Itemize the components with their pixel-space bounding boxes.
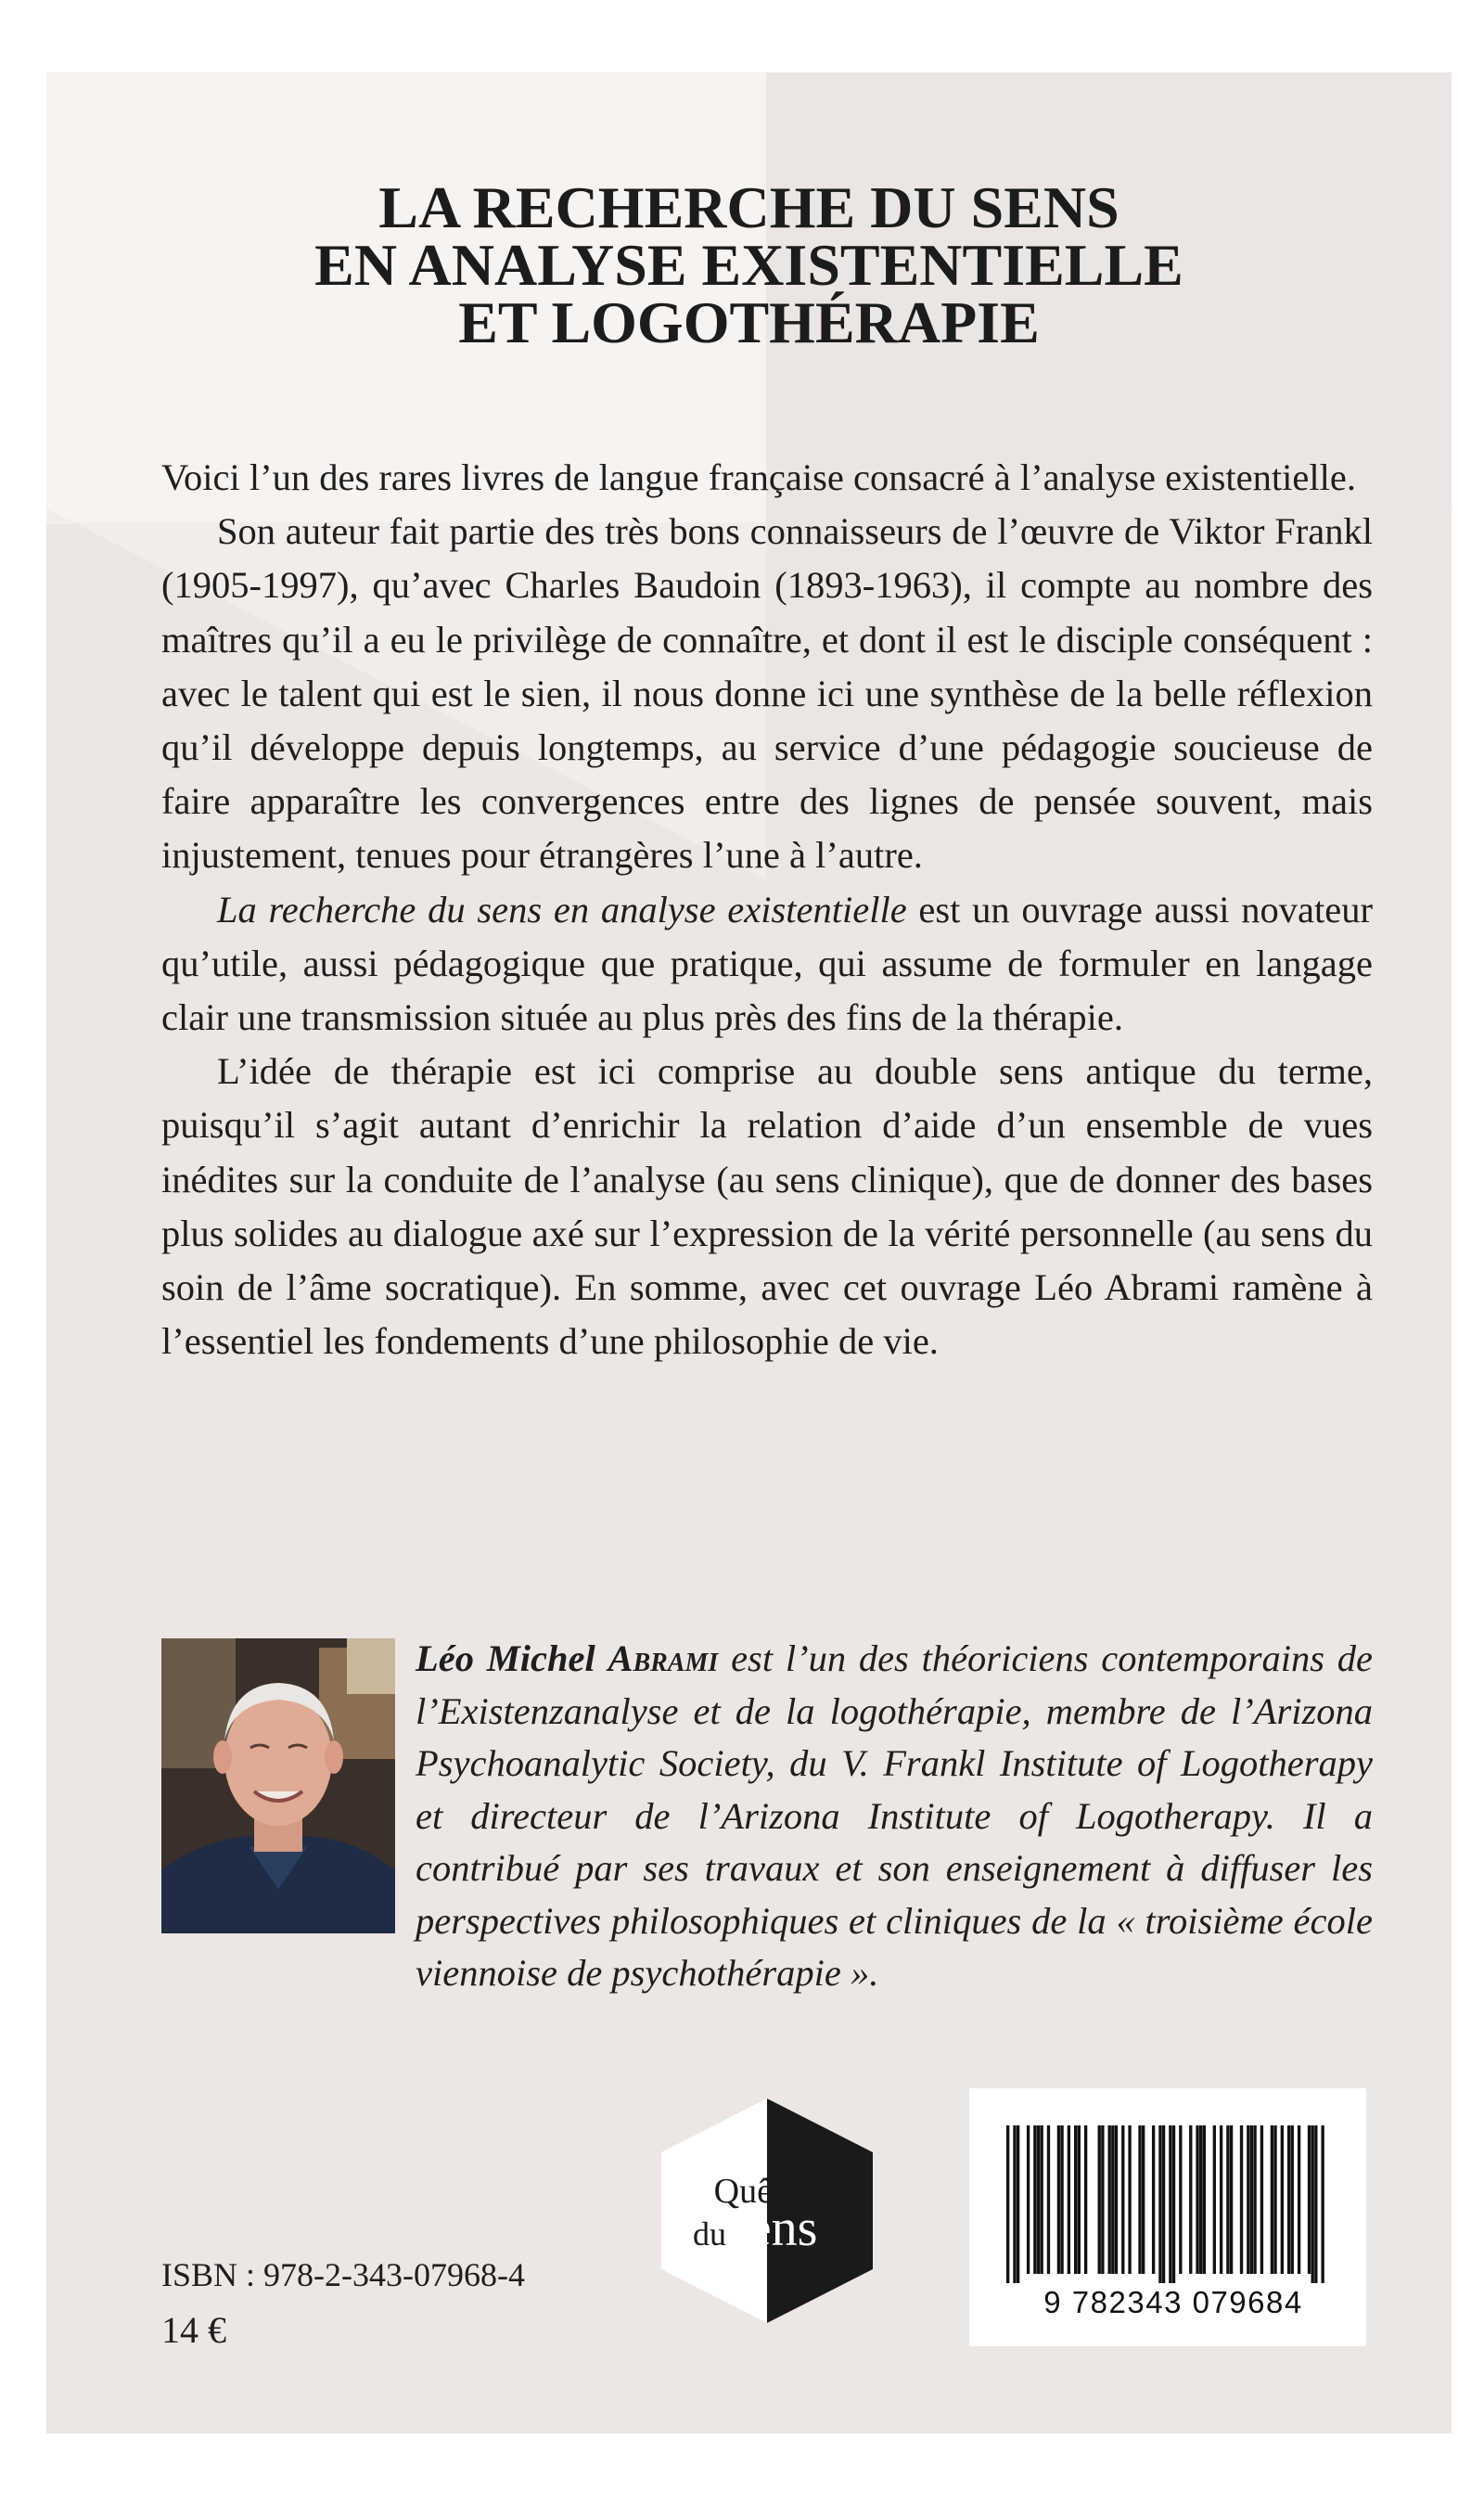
barcode bbox=[969, 2088, 1366, 2346]
barcode-bar bbox=[1314, 2125, 1317, 2283]
barcode-bar bbox=[1230, 2125, 1233, 2274]
barcode-bar bbox=[1121, 2125, 1124, 2274]
barcode-bar bbox=[1298, 2125, 1300, 2274]
barcode-bar bbox=[1078, 2125, 1081, 2274]
barcode-bar bbox=[1220, 2125, 1222, 2274]
barcode-bar bbox=[1041, 2125, 1043, 2274]
author-name: Léo Michel bbox=[416, 1637, 595, 1679]
barcode-bar bbox=[1179, 2125, 1182, 2274]
barcode-bar bbox=[1213, 2125, 1216, 2274]
barcode-bar bbox=[1203, 2125, 1206, 2274]
barcode-bar bbox=[1311, 2125, 1314, 2283]
barcode-bar bbox=[1273, 2125, 1276, 2274]
barcode-bar bbox=[1250, 2125, 1253, 2274]
back-cover bbox=[46, 72, 1452, 2433]
paragraph-3-title: La recherche du sens en analyse existentielle bbox=[217, 888, 907, 931]
author-bio bbox=[161, 1633, 1373, 2000]
barcode-bar bbox=[1158, 2125, 1161, 2283]
paragraph-3 bbox=[161, 883, 1373, 1046]
barcode-bar bbox=[1047, 2125, 1050, 2274]
barcode-bar bbox=[1138, 2125, 1141, 2274]
book-title bbox=[46, 174, 1452, 355]
barcode-bar bbox=[1271, 2125, 1273, 2274]
barcode-bar bbox=[1287, 2125, 1290, 2274]
author-surname: Abrami bbox=[608, 1637, 719, 1679]
barcode-bars bbox=[969, 2088, 1366, 2283]
barcode-bar bbox=[1321, 2125, 1324, 2283]
barcode-bar bbox=[1074, 2125, 1077, 2274]
barcode-bar bbox=[1189, 2125, 1192, 2274]
barcode-bar bbox=[1108, 2125, 1111, 2274]
logo-word-sens: sens bbox=[728, 2200, 818, 2257]
barcode-bar bbox=[1199, 2125, 1202, 2274]
barcode-bar bbox=[1172, 2125, 1175, 2283]
title-line-3: ET LOGOTHÉRAPIE bbox=[458, 289, 1040, 355]
publisher-logo bbox=[656, 2095, 878, 2327]
price: 14 € bbox=[161, 2309, 226, 2351]
barcode-bar bbox=[1247, 2125, 1249, 2274]
barcode-bar bbox=[1101, 2125, 1104, 2274]
barcode-digits: 9 782343 079684 bbox=[1043, 2285, 1303, 2319]
barcode-bar bbox=[1098, 2125, 1101, 2274]
paragraph-3-text: est un ouvrage aussi novateur qu’utile, aussi pédagogique que pratique, qui assume de formuler en langage clair une transmission située au plus près des fins de la thérapie. bbox=[161, 888, 1373, 1039]
barcode-bar bbox=[1162, 2125, 1165, 2283]
paragraph-1: Voici l’un des rares livres de langue française consacré à l’analyse existentielle. bbox=[161, 456, 1356, 498]
isbn: ISBN : 978-2-343-07968-4 bbox=[161, 2256, 525, 2293]
logo-word-du: du bbox=[693, 2215, 726, 2253]
barcode-bar bbox=[1253, 2125, 1256, 2274]
logo-word-quete: Quête bbox=[713, 2172, 799, 2211]
barcode-bar bbox=[1281, 2125, 1284, 2274]
barcode-bar bbox=[1037, 2125, 1040, 2274]
barcode-bar bbox=[1226, 2125, 1229, 2274]
barcode-bar bbox=[1115, 2125, 1118, 2274]
title-line-1: LA RECHERCHE DU SENS bbox=[378, 174, 1119, 240]
barcode-bar bbox=[1060, 2125, 1063, 2274]
blurb bbox=[161, 451, 1373, 1368]
barcode-bar bbox=[1027, 2125, 1030, 2274]
title-line-2: EN ANALYSE EXISTENTIELLE bbox=[314, 232, 1183, 298]
barcode-bar bbox=[1068, 2125, 1070, 2274]
barcode-bar bbox=[1128, 2125, 1131, 2274]
barcode-bar bbox=[1308, 2125, 1311, 2274]
barcode-bar bbox=[1169, 2125, 1171, 2283]
barcode-bar bbox=[1260, 2125, 1263, 2274]
photo-spacer bbox=[161, 1633, 416, 1952]
barcode-bar bbox=[1196, 2125, 1198, 2274]
barcode-bar bbox=[1006, 2125, 1009, 2283]
barcode-bar bbox=[1084, 2125, 1087, 2274]
barcode-bar bbox=[1017, 2125, 1019, 2283]
barcode-bar bbox=[1291, 2125, 1294, 2274]
barcode-bar bbox=[1013, 2125, 1016, 2283]
paragraph-4: L’idée de thérapie est ici comprise au double sens antique du terme, puisqu’il s’agit autant d’enrichir la relation d’aide d’un ensemble de vues inédites sur la conduite de l’analyse (au sens clinique), que de donner des bases plus solides au dialogue axé sur l’expression de la vérité personnelle (au sens du soin de l’âme socratique). En somme, avec cet ouvrage Léo Abrami ramène à l’essentiel les fondements d’une philosophie de vie. bbox=[161, 1050, 1373, 1363]
barcode-bar bbox=[1057, 2125, 1060, 2274]
barcode-bar bbox=[1142, 2125, 1145, 2274]
paragraph-2: Son auteur fait partie des très bons connaisseurs de l’œuvre de Viktor Frankl (1905-1997), qu’avec Charles Baudoin (1893-1963), il compte au nombre des maîtres qu’il a eu le privilège de connaître, et dont il est le disciple conséquent : avec le talent qui est le sien, il nous donne ici une synthèse de la belle réflexion qu’il développe depuis longtemps, au service d’une pédagogie soucieuse de faire apparaître les convergences entre des lignes de pensée souvent, mais injustement, tenues pour étrangères l’une à l’autre. bbox=[161, 510, 1373, 877]
author-bio-text: est l’un des théoriciens contemporains de l’Existenzanalyse et de la logothérapie, membre de l’Arizona Psychoanalytic Society, du V. Frankl Institute of Logotherapy et directeur de l’Arizona Institute of Logotherapy. Il a contribué par ses travaux et son enseignement à diffuser les perspectives philosophiques et cliniques de la « troisième école viennoise de psychothérapie ». bbox=[416, 1637, 1373, 1994]
barcode-bar bbox=[1240, 2125, 1243, 2274]
barcode-bar bbox=[1033, 2125, 1036, 2274]
barcode-bar bbox=[1111, 2125, 1114, 2274]
barcode-bar bbox=[1152, 2125, 1155, 2274]
